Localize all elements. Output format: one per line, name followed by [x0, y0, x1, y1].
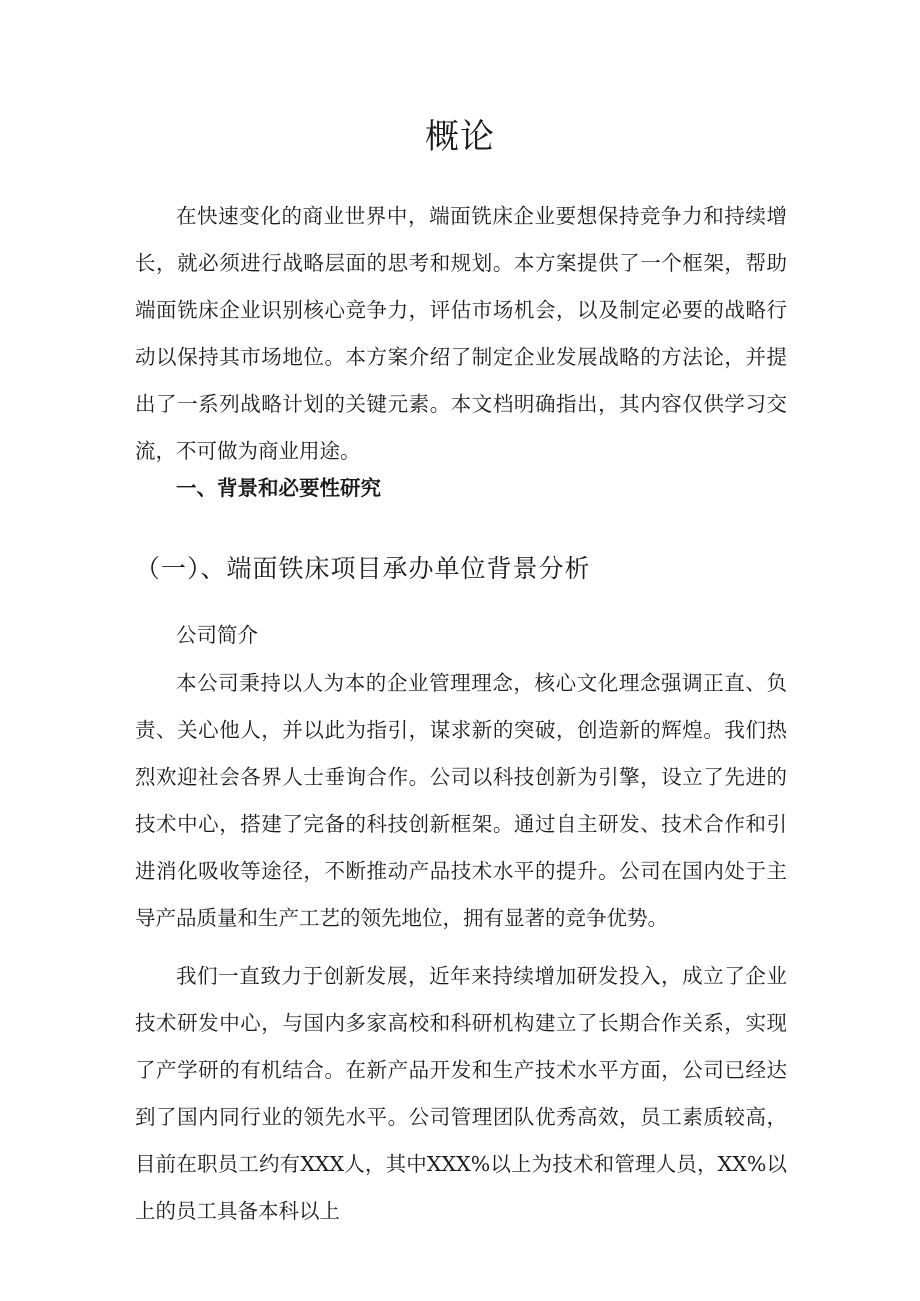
page-title: 概论 [425, 117, 495, 157]
subsubsection-heading: 公司简介 [176, 623, 258, 647]
company-paragraph-1: 本公司秉持以人为本的企业管理理念，核心文化理念强调正直、负责、关心他人，并以此为指引，谋求新的突破，创造新的辉煌。我们热烈欢迎社会各界人士垂询合作。公司以科技创新为引擎，设立了先进的技术中心，搭建了完备的科技创新框架。通过自主研发、技术合作和引进消化吸收等途径，不断推动产品技术水平的提升。公司在国内处于主导产品质量和生产工艺的领先地位，拥有显著的竞争优势。 [135, 671, 787, 930]
section-heading: 一、背景和必要性研究 [176, 476, 381, 500]
company-paragraph-2: 我们一直致力于创新发展，近年来持续增加研发投入，成立了企业技术研发中心，与国内多家高校和科研机构建立了长期合作关系，实现了产学研的有机结合。在新产品开发和生产技术水平方面，公司已经达到了国内同行业的领先水平。公司管理团队优秀高效，员工素质较高，目前在职员工约有XXX人，其中XXX%以上为技术和管理人员，XX%以上的员工具备本科以上 [135, 964, 787, 1223]
subsection-heading: （一）、端面铁床项目承办单位背景分析 [135, 554, 591, 583]
intro-paragraph: 在快速变化的商业世界中，端面铣床企业要想保持竞争力和持续增长，就必须进行战略层面的思考和规划。本方案提供了一个框架，帮助端面铣床企业识别核心竞争力，评估市场机会，以及制定必要的战略行动以保持其市场地位。本方案介绍了制定企业发展战略的方法论，并提出了一系列战略计划的关键元素。本文档明确指出，其内容仅供学习交流，不可做为商业用途。 [135, 204, 787, 463]
